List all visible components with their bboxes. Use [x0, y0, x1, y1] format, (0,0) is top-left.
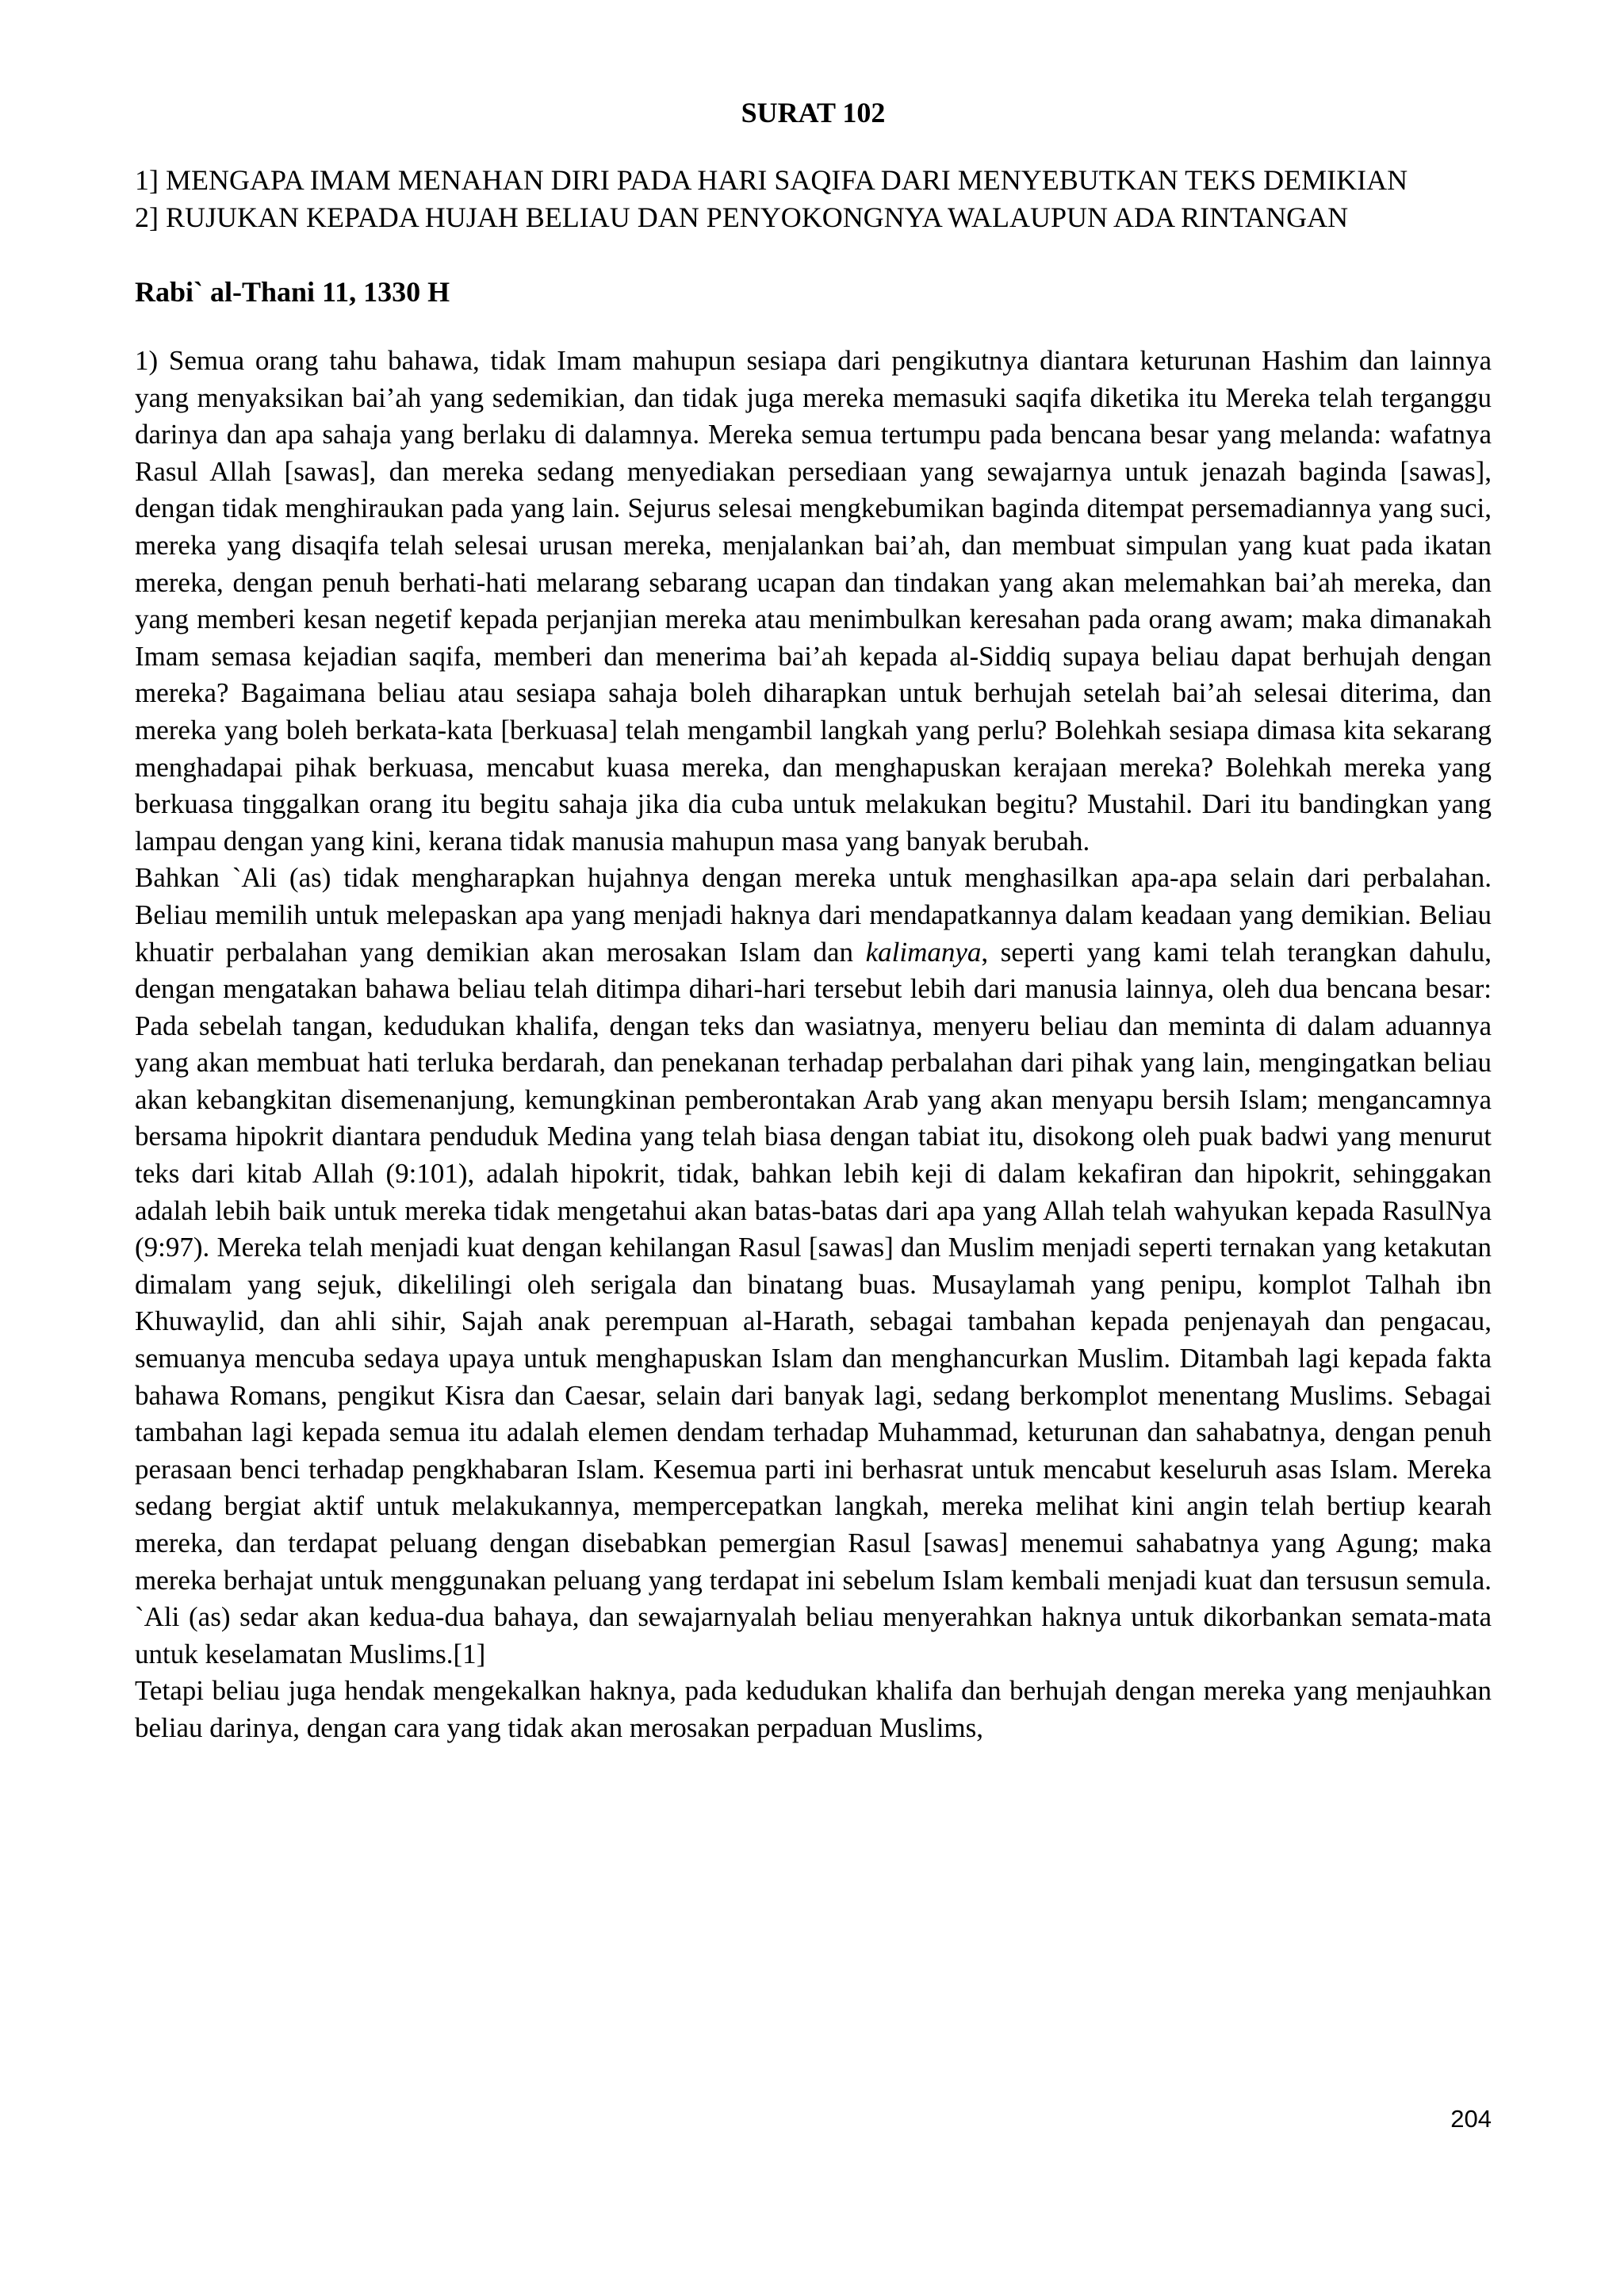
body-paragraph	[135, 860, 1492, 1673]
italic-term: kalimanya	[865, 936, 982, 968]
paragraph-text: , seperti yang kami telah terangkan dahulu, dengan mengatakan bahawa beliau telah ditimpa dihari-hari tersebut lebih dari manusia lainnya, oleh dua bencana besar: Pada sebelah tangan, kedudukan khalifa, dengan teks dan wasiatnya, menyeru beliau dan meminta di dalam aduannya yang akan membuat hati terluka berdarah, dan penekanan terhadap perbalahan dari pihak yang lain, mengingatkan beliau akan kebangkitan disemenanjung, kemungkinan pemberontakan Arab yang akan menyapu bersih Islam; mengancamnya bersama hipokrit diantara penduduk Medina yang telah biasa dengan tabiat itu, disokong oleh puak badwi yang menurut teks dari kitab Allah (9:101), adalah hipokrit, tidak, bahkan lebih keji di dalam kekafiran dan hipokrit, sehinggakan adalah lebih baik untuk mereka tidak mengetahui akan batas-batas dari apa yang Allah telah wahyukan kepada RasulNya (9:97). Mereka telah menjadi kuat dengan kehilangan Rasul [sawas] dan Muslim menjadi seperti ternakan yang ketakutan dimalam yang sejuk, dikelilingi oleh serigala dan binatang buas. Musaylamah yang penipu, komplot Talhah ibn Khuwaylid, dan ahli sihir, Sajah anak perempuan al-Harath, sebagai tambahan kepada penjenayah dan pengacau, semuanya mencuba sedaya upaya untuk menghapuskan Islam dan menghancurkan Muslim. Ditambah lagi kepada fakta bahawa Romans, pengikut Kisra dan Caesar, selain dari banyak lagi, sedang berkomplot menentang Muslims. Sebagai tambahan lagi kepada semua itu adalah elemen dendam terhadap Muhammad, keturunan dan sahabatnya, dengan penuh perasaan benci terhadap pengkhabaran Islam. Kesemua parti ini berhasrat untuk mencabut keseluruh asas Islam. Mereka sedang bergiat aktif untuk melakukannya, mempercepatkan langkah, mereka melihat kini angin telah bertiup kearah mereka, dan terdapat peluang dengan disebabkan pemergian Rasul [sawas] menemui sahabatnya yang Agung; maka mereka berhajat untuk menggunakan peluang yang terdapat ini sebelum Islam kembali menjadi kuat dan tersusun semula. `Ali (as) sedar akan kedua-dua bahaya, dan sewajarnyalah beliau menyerahkan haknya untuk dikorbankan semata-mata untuk keselamatan Muslims.[1]	[135, 936, 1492, 1669]
paragraph-text: Bahkan `Ali (as) tidak mengharapkan hujahnya dengan mereka untuk menghasilkan apa-apa selain dari perbalahan. Beliau memilih untuk melepaskan apa yang menjadi haknya dari mendapatkannya dalam keadaan yang demikian. Beliau khuatir perbalahan yang demikian akan merosakan Islam dan	[135, 862, 1492, 968]
letter-date: Rabi` al-Thani 11, 1330 H	[135, 276, 450, 308]
body-paragraph: 1) Semua orang tahu bahawa, tidak Imam mahupun sesiapa dari pengikutnya diantara keturunan Hashim dan lainnya yang menyaksikan bai’ah yang sedemikian, dan tidak juga mereka memasuki saqifa diketika itu Mereka telah terganggu darinya dan apa sahaja yang berlaku di dalamnya. Mereka semua tertumpu pada bencana besar yang melanda: wafatnya Rasul Allah [sawas], dan mereka sedang menyediakan persediaan yang sewajarnya untuk jenazah baginda [sawas], dengan tidak menghiraukan pada yang lain. Sejurus selesai mengkebumikan baginda ditempat persemadiannya yang suci, mereka yang disaqifa telah selesai urusan mereka, menjalankan bai’ah, dan membuat simpulan yang kuat pada ikatan mereka, dengan penuh berhati-hati melarang sebarang ucapan dan tindakan yang akan melemahkan bai’ah mereka, dan yang memberi kesan negetif kepada perjanjian mereka atau menimbulkan keresahan pada orang awam; maka dimanakah Imam semasa kejadian saqifa, memberi dan menerima bai’ah kepada al-Siddiq supaya beliau dapat berhujah dengan mereka? Bagaimana beliau atau sesiapa sahaja boleh diharapkan untuk berhujah setelah bai’ah selesai diterima, dan mereka yang boleh berkata-kata [berkuasa] telah mengambil langkah yang perlu? Bolehkah sesiapa dimasa kita sekarang menghadapai pihak berkuasa, mencabut kuasa mereka, dan menghapuskan kerajaan mereka? Bolehkah mereka yang berkuasa tinggalkan orang itu begitu sahaja jika dia cuba untuk melakukan begitu? Mustahil. Dari itu bandingkan yang lampau dengan yang kini, kerana tidak manusia mahupun masa yang banyak berubah.	[135, 345, 1492, 857]
topic-item: 1] MENGAPA IMAM MENAHAN DIRI PADA HARI SAQIFA DARI MENYEBUTKAN TEKS DEMIKIAN	[135, 164, 1408, 196]
page-number: 204	[1450, 2105, 1492, 2133]
body-paragraph: Tetapi beliau juga hendak mengekalkan haknya, pada kedudukan khalifa dan berhujah dengan mereka yang menjauhkan beliau darinya, dengan cara yang tidak akan merosakan perpaduan Muslims,	[135, 1675, 1492, 1743]
topic-item: 2] RUJUKAN KEPADA HUJAH BELIAU DAN PENYOKONGNYA WALAUPUN ADA RINTANGAN	[135, 201, 1349, 233]
topic-list	[135, 162, 1492, 236]
document-title: SURAT 102	[741, 97, 886, 128]
